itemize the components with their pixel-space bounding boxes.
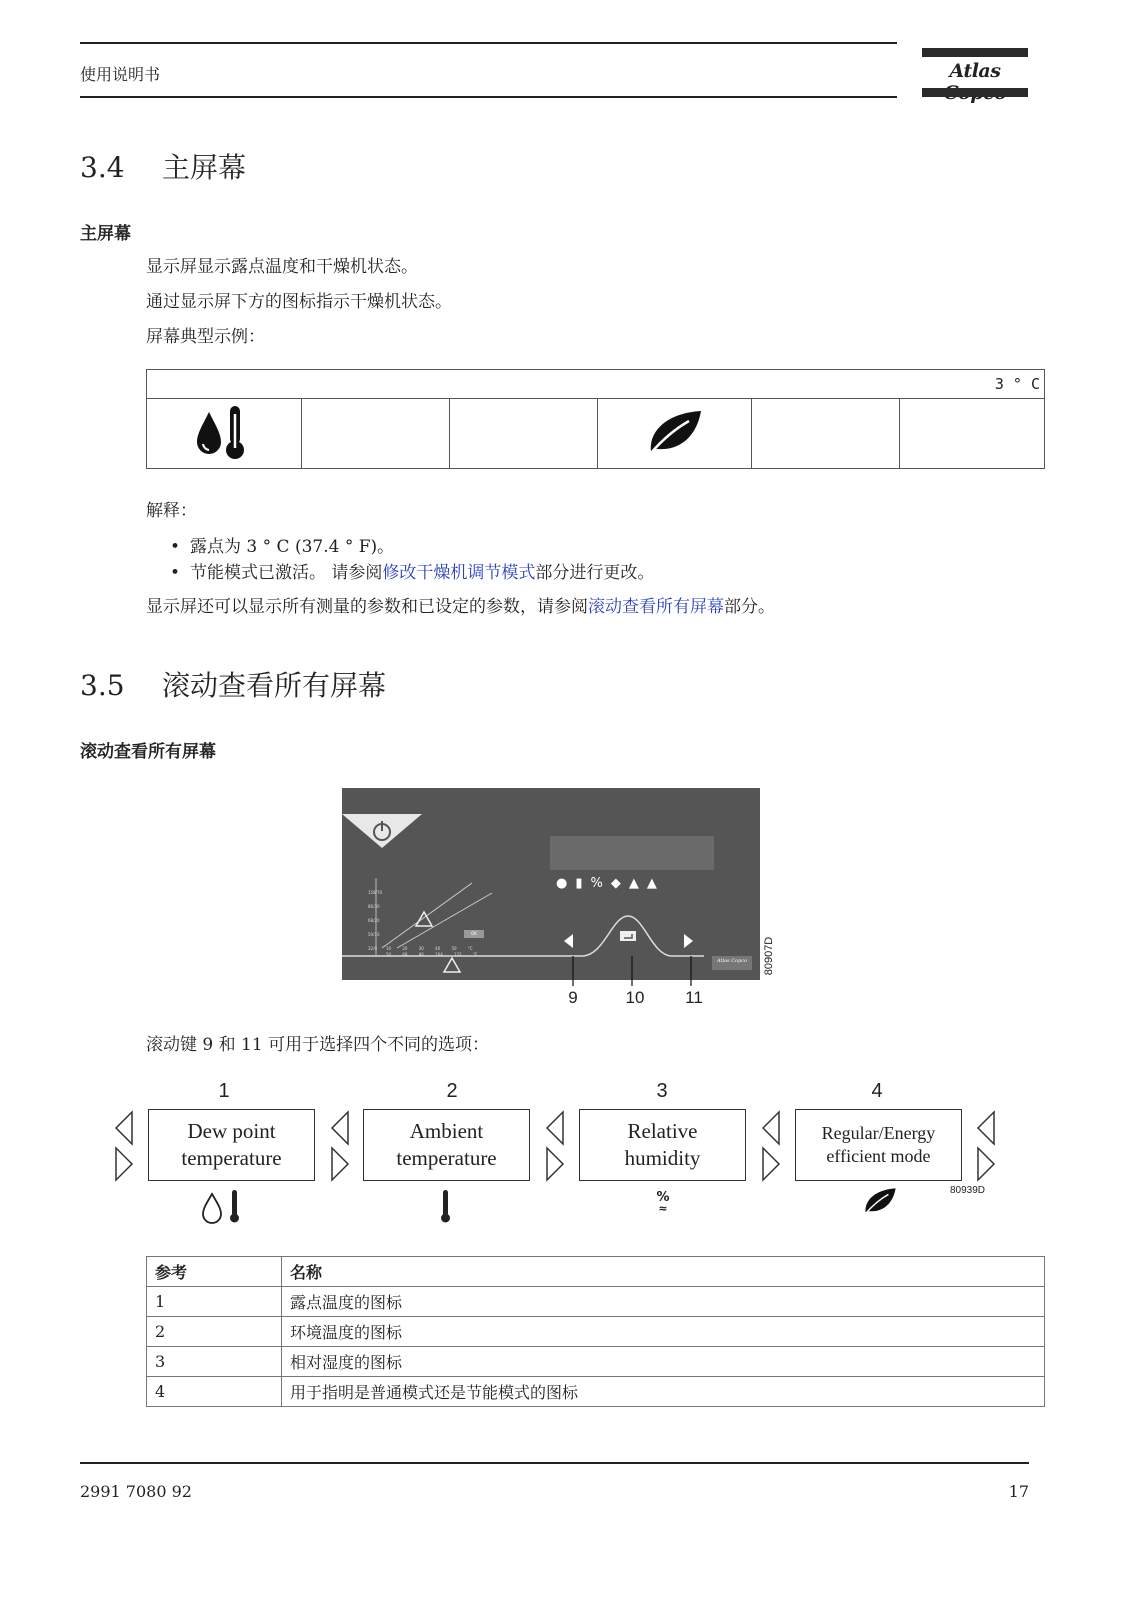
scale-bottom: 10 20 30 40 50 °C 50 68 86 104 122 °F xyxy=(386,946,478,957)
option-number: 3 xyxy=(656,1080,668,1102)
reference-table xyxy=(146,1256,1045,1407)
header-bottom-rule xyxy=(80,96,897,98)
callout-11: 11 xyxy=(685,988,703,1007)
display-cell-6 xyxy=(900,399,1045,469)
warning-icon: ▲ xyxy=(628,876,647,891)
header-top-rule xyxy=(80,42,897,44)
option-mode: Regular/Energy efficient mode xyxy=(795,1109,962,1181)
scroll-keys-text: 滚动键 9 和 11 可用于选择四个不同的选项： xyxy=(146,1035,490,1055)
section-heading-3-4 xyxy=(80,146,246,186)
dewpoint-icon xyxy=(200,1188,250,1224)
brand-logo xyxy=(922,48,1028,100)
brand-logo-text: Atlas xyxy=(949,60,1001,82)
table-cell: 3 xyxy=(147,1347,282,1377)
option-number: 4 xyxy=(871,1080,883,1102)
header-label: 使用说明书 xyxy=(80,65,161,84)
section-heading-3-5 xyxy=(80,664,386,704)
section-title: 主屏幕 xyxy=(162,151,247,184)
table-cell: 1 xyxy=(147,1287,282,1317)
table-cell: 用于指明是普通模式还是节能模式的图标 xyxy=(282,1377,1045,1407)
table-cell: 4 xyxy=(147,1377,282,1407)
section-title: 滚动查看所有屏幕 xyxy=(162,669,387,702)
callout-10: 10 xyxy=(625,988,645,1007)
option-ambient: Ambient temperature xyxy=(363,1109,530,1181)
scale-left: 158/70 86/30 68/20 50/10 32/0 xyxy=(368,890,383,951)
option-dew-point: Dew point temperature xyxy=(148,1109,315,1181)
document-number: 2991 7080 92 xyxy=(80,1482,192,1501)
display-cell-3 xyxy=(450,399,598,469)
table-cell: 2 xyxy=(147,1317,282,1347)
page-number: 17 xyxy=(1008,1482,1029,1501)
list-item: • 露点为 3 ° C (37.4 ° F)。 xyxy=(166,534,654,560)
power-icon[interactable] xyxy=(372,822,392,842)
leaf-icon xyxy=(860,1186,900,1216)
enter-button[interactable] xyxy=(618,928,638,944)
table-row xyxy=(147,1317,1045,1347)
control-panel-figure xyxy=(342,788,760,980)
table-row xyxy=(147,1377,1045,1407)
footer-rule xyxy=(80,1462,1029,1464)
list-item: • 节能模式已激活。 请参阅修改干燥机调节模式部分进行更改。 xyxy=(166,560,654,586)
link-modify-regulation-mode[interactable]: 修改干燥机调节模式 xyxy=(382,563,536,583)
display-cell-5 xyxy=(752,399,900,469)
table-header-row xyxy=(147,1257,1045,1287)
display-cell-2 xyxy=(302,399,450,469)
subheading-scroll-screens: 滚动查看所有屏幕 xyxy=(80,742,216,762)
intro-paragraph-2: 通过显示屏下方的图标指示干燥机状态。 xyxy=(146,292,452,312)
explain-label: 解释： xyxy=(146,501,197,521)
table-row xyxy=(147,1347,1045,1377)
scroll-left-button[interactable] xyxy=(562,932,576,950)
humidity-icon: % xyxy=(590,876,611,891)
scroll-right-button[interactable] xyxy=(682,932,696,950)
subheading-main-screen: 主屏幕 xyxy=(80,224,131,244)
display-value: 3 ° C xyxy=(147,370,1045,399)
display-digits xyxy=(550,836,714,870)
status-ok-label: OK xyxy=(471,931,477,936)
dewpoint-icon: ● xyxy=(556,876,576,891)
options-diagram xyxy=(112,1080,1012,1220)
panel-brand: Atlas Copco xyxy=(716,958,748,964)
section-number: 3.4 xyxy=(80,151,125,184)
table-header-cell: 名称 xyxy=(282,1257,1045,1287)
humidity-icon: % ≈ xyxy=(656,1190,670,1215)
intro-paragraph-1: 显示屏显示露点温度和干燥机状态。 xyxy=(146,257,418,277)
display-example-table xyxy=(146,369,1045,469)
table-cell: 相对湿度的图标 xyxy=(282,1347,1045,1377)
status-icons-row xyxy=(556,876,665,891)
table-cell: 露点温度的图标 xyxy=(282,1287,1045,1317)
figure-code-80939D: 80939D xyxy=(950,1185,986,1196)
table-cell: 环境温度的图标 xyxy=(282,1317,1045,1347)
dewpoint-icon xyxy=(194,402,254,462)
service-icon: ▲ xyxy=(646,876,665,891)
leaf-icon xyxy=(645,407,705,457)
option-number: 1 xyxy=(218,1080,230,1102)
thermometer-icon: ▮ xyxy=(575,876,591,891)
table-row xyxy=(147,1287,1045,1317)
leaf-icon: ◆ xyxy=(610,876,629,891)
table-header-cell: 参考 xyxy=(147,1257,282,1287)
section-number: 3.5 xyxy=(80,669,125,702)
figure-code-80907D: 80907D xyxy=(763,936,775,976)
option-humidity: Relative humidity xyxy=(579,1109,746,1181)
display-cell-4 xyxy=(598,399,752,469)
link-scroll-all-screens[interactable]: 滚动查看所有屏幕 xyxy=(588,597,724,617)
thermometer-icon xyxy=(436,1188,456,1224)
display-cell-1 xyxy=(147,399,302,469)
explain-list xyxy=(166,534,654,586)
option-number: 2 xyxy=(446,1080,458,1102)
closing-paragraph: 显示屏还可以显示所有测量的参数和已设定的参数，请参阅滚动查看所有屏幕部分。 xyxy=(146,597,775,617)
callout-9: 9 xyxy=(568,988,578,1007)
intro-paragraph-3: 屏幕典型示例： xyxy=(146,327,265,347)
